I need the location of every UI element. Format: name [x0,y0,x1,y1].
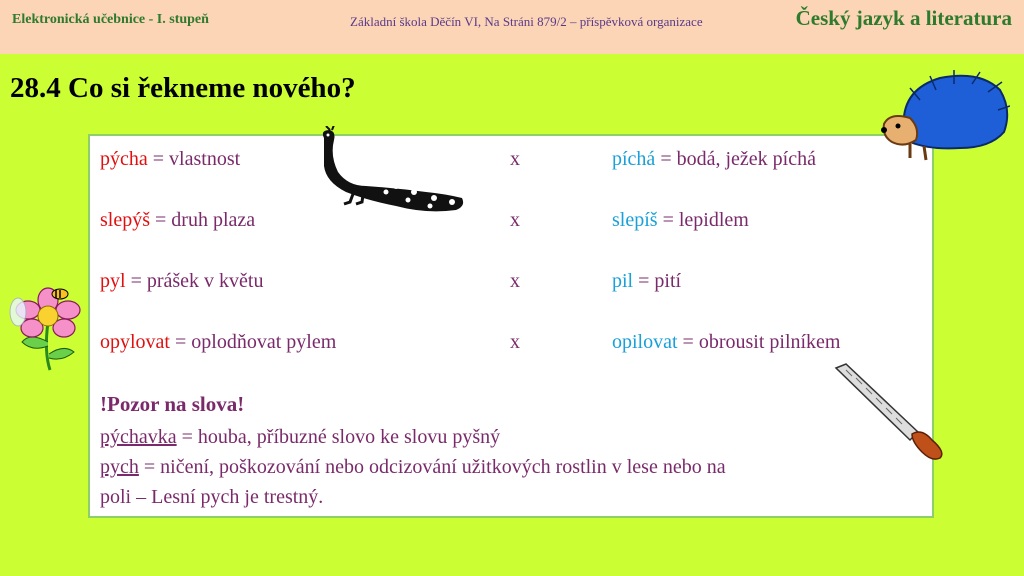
i-definition: = bodá, ježek píchá [655,148,816,170]
y-word: slepýš [100,209,150,231]
note-word: pych [100,456,139,478]
i-word: opilovat [612,331,678,353]
note-line: poli – Lesní pych je trestný. [100,486,324,508]
y-word: opylovat [100,331,170,353]
separator: x [510,148,520,170]
content-panel [88,134,934,518]
i-word: slepíš [612,209,658,231]
file-tool-icon [832,362,952,462]
header-bar [0,0,1024,54]
pair-row [100,270,920,298]
separator: x [510,209,520,231]
peacock-icon [316,126,468,216]
subject-label: Český jazyk a literatura [795,6,1012,30]
note-word: pýchavka [100,426,177,448]
y-definition: = druh plaza [150,209,256,231]
warning-heading: !Pozor na slova! [100,392,245,416]
note-line [100,422,920,452]
school-label: Základní škola Děčín VI, Na Stráni 879/2 – příspěvková organizace [350,14,703,29]
i-definition: = lepidlem [657,209,749,231]
note-line [100,452,920,482]
y-word: pýcha [100,148,148,170]
note-text: = ničení, poškozování nebo odcizování užitkových rostlin v lese nebo na [138,456,726,478]
i-definition: = obrousit pilníkem [677,331,841,353]
y-definition: = oplodňovat pylem [170,331,337,353]
separator: x [510,331,520,353]
i-definition: = pití [633,270,682,292]
i-word: píchá [612,148,656,170]
y-definition: = prášek v květu [125,270,264,292]
hedgehog-icon [880,70,1010,162]
pair-row [100,148,920,176]
y-word: pyl [100,270,126,292]
flower-icon [4,282,92,372]
note-text: = houba, příbuzné slovo ke slovu pyšný [176,426,501,448]
y-definition: = vlastnost [147,148,241,170]
pair-row [100,331,920,359]
textbook-label: Elektronická učebnice - I. stupeň [12,12,209,27]
separator: x [510,270,520,292]
i-word: pil [612,270,634,292]
page-title: 28.4 Co si řekneme nového? [10,72,356,104]
pair-row [100,209,920,237]
